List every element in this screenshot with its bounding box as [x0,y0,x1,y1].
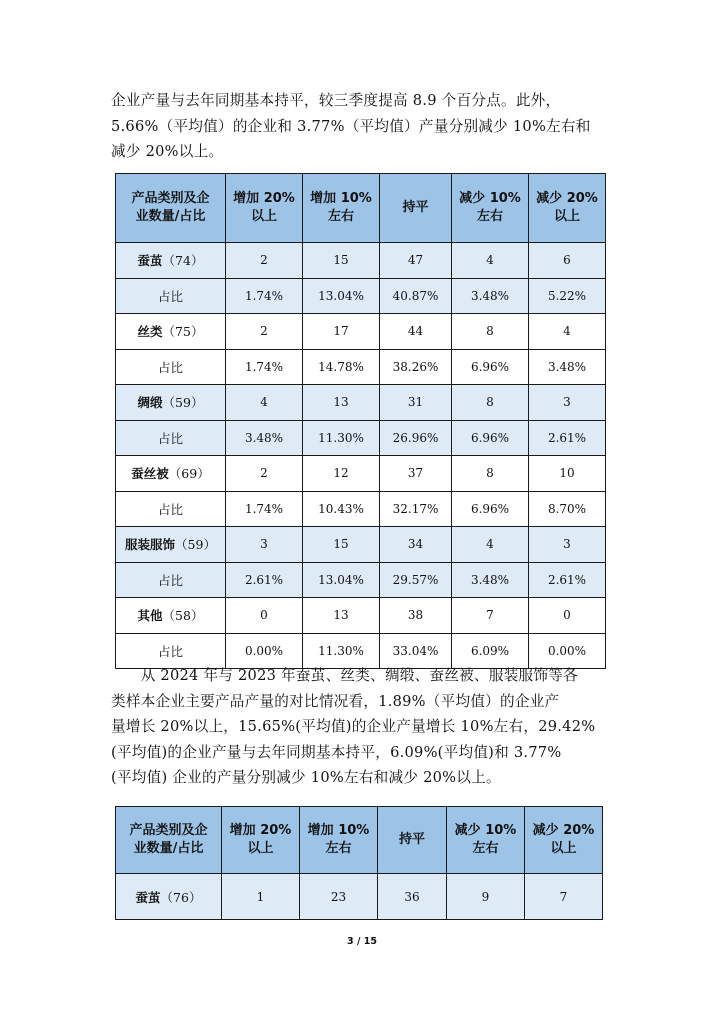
value-cell: 7 [525,874,603,920]
value-cell: 10 [529,456,606,492]
page-number: 3 / 15 [347,936,377,947]
ratio-label-cell: 占比 [116,633,226,669]
value-cell: 3 [529,385,606,421]
value-cell: 38 [380,598,452,634]
ratio-cell: 11.30% [303,633,380,669]
intro-paragraph [111,88,621,165]
value-cell: 2 [226,456,303,492]
ratio-cell: 0.00% [529,633,606,669]
table-row [116,314,606,350]
ratio-cell: 13.04% [303,278,380,314]
value-cell: 15 [303,243,380,279]
value-cell: 17 [303,314,380,350]
header-decrease-10: 减少 10% 左右 [447,807,525,874]
table-row [116,243,606,279]
ratio-label-cell: 占比 [116,420,226,456]
header-increase-20: 增加 20% 以上 [226,174,303,243]
intro-line: 5.66%（平均值）的企业和 3.77%（平均值）产量分别减少 10%左右和 [111,117,591,135]
ratio-cell: 11.30% [303,420,380,456]
table-row [116,420,606,456]
analysis-line: (平均值)的企业产量与去年同期基本持平，6.09%(平均值)和 3.77% [111,743,562,761]
ratio-cell: 29.57% [380,562,452,598]
ratio-cell: 26.96% [380,420,452,456]
analysis-line: 量增长 20%以上，15.65%(平均值)的企业产量增长 10%左右，29.42% [111,718,596,736]
ratio-cell: 6.09% [452,633,529,669]
value-cell: 4 [452,527,529,563]
ratio-cell: 3.48% [529,349,606,385]
value-cell: 4 [452,243,529,279]
ratio-cell: 1.74% [226,278,303,314]
header-decrease-20: 减少 20% 以上 [529,174,606,243]
table-row [116,349,606,385]
value-cell: 34 [380,527,452,563]
table-row [116,491,606,527]
ratio-cell: 2.61% [226,562,303,598]
table-header-row [116,174,606,243]
table-row [116,874,603,920]
value-cell: 36 [378,874,447,920]
ratio-cell: 5.22% [529,278,606,314]
table-row [116,562,606,598]
ratio-cell: 2.61% [529,420,606,456]
value-cell: 31 [380,385,452,421]
ratio-cell: 32.17% [380,491,452,527]
ratio-cell: 6.96% [452,420,529,456]
category-cell: 蚕丝被（69） [116,456,226,492]
ratio-cell: 3.48% [226,420,303,456]
value-cell: 3 [226,527,303,563]
value-cell: 44 [380,314,452,350]
value-cell: 3 [529,527,606,563]
category-cell: 服装服饰（59） [116,527,226,563]
table-row [116,456,606,492]
category-cell: 蚕茧（76） [116,874,222,920]
value-cell: 47 [380,243,452,279]
ratio-label-cell: 占比 [116,278,226,314]
ratio-cell: 6.96% [452,491,529,527]
header-flat: 持平 [380,174,452,243]
value-cell: 7 [452,598,529,634]
header-increase-10: 增加 10% 左右 [303,174,380,243]
header-increase-20: 增加 20% 以上 [222,807,300,874]
category-cell: 绸缎（59） [116,385,226,421]
table-row [116,527,606,563]
analysis-paragraph [111,663,621,791]
value-cell: 4 [529,314,606,350]
intro-line: 企业产量与去年同期基本持平，较三季度提高 8.9 个百分点。此外， [111,92,561,109]
ratio-cell: 10.43% [303,491,380,527]
ratio-cell: 3.48% [452,278,529,314]
ratio-label-cell: 占比 [116,491,226,527]
ratio-cell: 38.26% [380,349,452,385]
value-cell: 0 [529,598,606,634]
value-cell: 12 [303,456,380,492]
ratio-cell: 2.61% [529,562,606,598]
header-category: 产品类别及企 业数量/占比 [116,174,226,243]
table-row [116,598,606,634]
ratio-label-cell: 占比 [116,349,226,385]
value-cell: 13 [303,598,380,634]
value-cell: 1 [222,874,300,920]
value-cell: 13 [303,385,380,421]
analysis-line: (平均值) 企业的产量分别减少 10%左右和减少 20%以上。 [111,769,501,787]
value-cell: 6 [529,243,606,279]
value-cell: 15 [303,527,380,563]
ratio-cell: 3.48% [452,562,529,598]
ratio-cell: 33.04% [380,633,452,669]
header-flat: 持平 [378,807,447,874]
value-cell: 2 [226,243,303,279]
value-cell: 9 [447,874,525,920]
ratio-cell: 1.74% [226,349,303,385]
analysis-line: 从 2024 年与 2023 年蚕茧、丝类、绸缎、蚕丝被、服装服饰等各 [111,667,578,684]
production-change-table-2024-vs-2023 [115,806,603,920]
ratio-cell: 14.78% [303,349,380,385]
ratio-cell: 8.70% [529,491,606,527]
value-cell: 4 [226,385,303,421]
table-header-row [116,807,603,874]
category-cell: 其他（58） [116,598,226,634]
table-row [116,385,606,421]
category-cell: 蚕茧（74） [116,243,226,279]
ratio-label-cell: 占比 [116,562,226,598]
value-cell: 2 [226,314,303,350]
intro-line: 减少 20%以上。 [111,143,224,161]
header-decrease-20: 减少 20% 以上 [525,807,603,874]
header-decrease-10: 减少 10% 左右 [452,174,529,243]
production-change-table-2024-q4 [115,173,606,669]
table-row [116,278,606,314]
analysis-line: 类样本企业主要产品产量的对比情况看，1.89%（平均值）的企业产 [111,692,560,710]
header-category: 产品类别及企 业数量/占比 [116,807,222,874]
value-cell: 37 [380,456,452,492]
ratio-cell: 13.04% [303,562,380,598]
value-cell: 8 [452,314,529,350]
ratio-cell: 6.96% [452,349,529,385]
ratio-cell: 0.00% [226,633,303,669]
ratio-cell: 1.74% [226,491,303,527]
value-cell: 8 [452,456,529,492]
value-cell: 0 [226,598,303,634]
header-increase-10: 增加 10% 左右 [300,807,378,874]
ratio-cell: 40.87% [380,278,452,314]
value-cell: 23 [300,874,378,920]
value-cell: 8 [452,385,529,421]
category-cell: 丝类（75） [116,314,226,350]
